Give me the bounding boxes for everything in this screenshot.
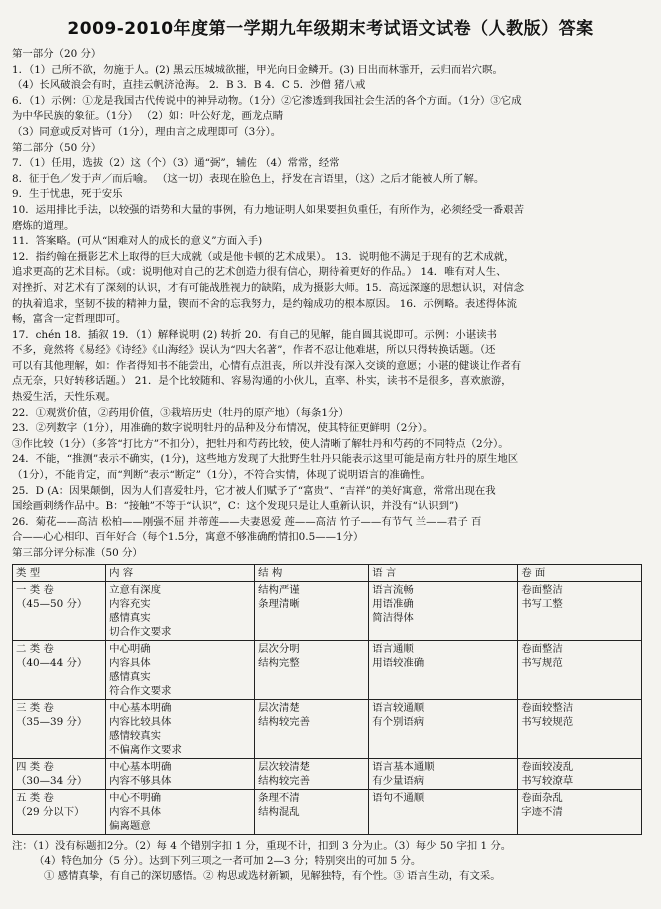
cell-content: 中心基本明确 内容不够具体	[106, 758, 255, 789]
cell-language: 语言基本通顺 有少量语病	[369, 758, 518, 789]
cell-type: 四 类 卷 （30—34 分）	[13, 758, 106, 789]
part2-line: 8．征于色／发于声／而后喻。 （这一切）表现在脸色上，抒发在言语里，（这）之后才能被人所了解。	[12, 172, 485, 185]
cell-structure: 结构严谨 条理清晰	[255, 581, 369, 640]
table-row	[13, 699, 642, 758]
part2-line: 热爱生活，天性乐观。	[12, 391, 116, 404]
part2-line: 11．答案略。(可从“困难对人的成长的意义”方面入手)	[12, 235, 263, 248]
part2-line: 对挫折、对艺术有了深刻的认识，才有可能战胜视力的缺陷，成为摄影大师。15．高远深邃的思想认识，对信念	[12, 281, 524, 294]
part2-line: 磨炼的道理。	[12, 219, 75, 232]
cell-type: 三 类 卷 （35—39 分）	[13, 699, 106, 758]
header-content: 内 容	[106, 564, 255, 581]
table-row	[13, 581, 642, 640]
note-line: ① 感情真挚，有自己的深切感悟。② 构思或选材新颖，见解独特，有个性。③ 语言生动，有文采。	[44, 869, 501, 882]
cell-language: 语言较通顺 有个别语病	[369, 699, 518, 758]
table-row	[13, 758, 642, 789]
cell-language: 语言流畅 用语准确 简洁得体	[369, 581, 518, 640]
grading-table-header-row	[13, 564, 642, 581]
cell-type: 五 类 卷 （29 分以下）	[13, 789, 106, 834]
table-row	[13, 640, 642, 699]
cell-structure: 条理不清 结构混乱	[255, 789, 369, 834]
note-line: （4）特色加分（5 分）。达到下列三项之一者可加 2—3 分；特别突出的可加 5 分。	[34, 854, 422, 867]
part2-line: 畅，富含一定哲理即可。	[12, 313, 127, 326]
cell-structure: 层次较清楚 结构较完善	[255, 758, 369, 789]
part2-line: 26．菊花——高洁 松柏——刚强不屈 并蒂莲——夫妻恩爱 莲——高洁 竹子——有节气 兰——君子 百	[12, 515, 482, 528]
cell-language: 语句不通顺	[369, 789, 518, 834]
header-structure: 结 构	[255, 564, 369, 581]
part1-line: 第一部分（20 分）	[12, 48, 102, 60]
part2-section	[12, 141, 649, 562]
part2-line: 17．chén 18．插叙 19．（1）解释说明 (2) 转折 20．有自己的见解，能自圆其说即可。示例：小谌读书	[12, 328, 497, 341]
header-type: 类 型	[13, 564, 106, 581]
cell-content: 中心明确 内容具体 感情真实 符合作文要求	[106, 640, 255, 699]
part2-line: 7．（1）任用，选拔（2）这（个）（3）通“弼”，辅佐 （4）常常，经常	[12, 157, 340, 170]
cell-surface: 卷面杂乱 字迹不清	[518, 789, 642, 834]
part2-line: 10．运用排比手法，以较强的语势和大量的事例，有力地证明人如果要担负重任，有所作为，必须经受一番艰苦	[12, 203, 524, 216]
cell-structure: 层次分明 结构完整	[255, 640, 369, 699]
note-line: 注：（1）没有标题扣2分。（2）每 4 个错别字扣 1 分，重现不计，扣到 3 分为止。（3）每少 50 字扣 1 分。	[12, 839, 512, 852]
cell-surface: 卷面较凌乱 书写较潦草	[518, 758, 642, 789]
cell-surface: 卷面较整洁 书写较规范	[518, 699, 642, 758]
part2-line: ③作比较（1分）（多答“打比方”不扣分），把牡丹和芍药比较，使人清晰了解牡丹和芍药的不同特点（2分）。	[12, 437, 509, 450]
cell-surface: 卷面整洁 书写工整	[518, 581, 642, 640]
part2-line: 点无奈，只好转移话题。） 21．是个比较随和、容易沟通的小伙儿，直率、朴实，读书不是很多，喜欢旅游，	[12, 375, 512, 388]
table-row	[13, 789, 642, 834]
part1-line: 为中华民族的象征。（1分） （2）如：叶公好龙，画龙点睛	[12, 110, 284, 123]
part2-line: 的执着追求，坚韧不拔的精神力量，锲而不舍的忘我努力，是约翰成功的根本原因。 16．示例略。表述得体流	[12, 297, 517, 310]
grading-table	[12, 564, 642, 835]
header-surface: 卷 面	[518, 564, 642, 581]
part1-line: （4）长风破浪会有时，直挂云帆济沧海。 2．B 3．B 4．C 5．沙僧 猪八戒	[12, 79, 366, 92]
part2-line: 可以有其他理解，如：作者得知书不能尝出，心情有点沮丧，所以并没有深入交谈的意愿；小谌的健谈让作者有	[12, 359, 522, 372]
cell-structure: 层次清楚 结构较完善	[255, 699, 369, 758]
part2-line: 第二部分（50 分）	[12, 141, 102, 154]
part2-line: 国绘画刺绣作品中。B：“接触”不等于“认识”，C：这个发现只是让人重新认识，并没有“认识到”)	[12, 500, 459, 513]
notes-section	[12, 839, 649, 884]
part1-line: 1．（1）己所不欲，勿施于人。(2) 黑云压城城欲摧，甲光向日金鳞开。(3) 日出而林霏开，云归而岩穴暝。	[12, 63, 503, 76]
part2-line: （1分），不能肯定，而“判断”表示“断定”（1分），不符合实情，体现了说明语言的准确性。	[12, 469, 431, 482]
cell-content: 立意有深度 内容充实 感情真实 切合作文要求	[106, 581, 255, 640]
part2-line: 第三部分评分标准（50 分）	[12, 547, 143, 559]
cell-content: 中心基本明确 内容比较具体 感情较真实 不偏离作文要求	[106, 699, 255, 758]
part1-section	[12, 47, 649, 141]
part2-line: 24．不能，“推测”表示不确实，(1分)，这些地方发现了大批野生牡丹只能表示这里可能是南方牡丹的原生地区	[12, 453, 519, 466]
part2-line: 25．D (A：因果颠倒，因为人们喜爱牡丹，它才被人们赋予了“富贵”、“吉祥”的美好寓意，常常出现在我	[12, 484, 496, 497]
part2-line: 22．①观赏价值，②药用价值，③栽培历史（牡丹的原产地）（每条1分）	[12, 406, 349, 419]
part2-line: 9．生于忧患，死于安乐	[12, 188, 123, 201]
part2-line: 合——心心相印、百年好合（每个1.5分，寓意不够准确酌情扣0.5——1分）	[12, 531, 364, 544]
part1-line: （3）同意或反对皆可（1分），理由言之成理即可（3分）。	[12, 125, 282, 138]
part2-line: 12．指约翰在摄影艺术上取得的巨大成就（或是他卡顿的艺术成果）。 13．说明他不满足于现有的艺术成就，	[12, 250, 515, 263]
part2-line: 追求更高的艺术目标。（或：说明他对自己的艺术创造力很有信心，期待着更好的作品。） 14．唯有对人生、	[12, 266, 507, 279]
part2-line: 23．②列数字（1分），用准确的数字说明牡丹的品种及分布情况，使其特征更鲜明（2分）。	[12, 422, 434, 435]
part2-line: 不多，竟然将《易经》《诗经》《山海经》误认为“四大名著”，作者不忍让他难堪，所以只得转换话题。（还	[12, 344, 496, 357]
cell-type: 二 类 卷 （40—44 分）	[13, 640, 106, 699]
cell-content: 中心不明确 内容不具体 偏离题意	[106, 789, 255, 834]
header-language: 语 言	[369, 564, 518, 581]
page-title: 2009-2010年度第一学期九年级期末考试语文试卷（人教版）答案	[67, 19, 594, 39]
cell-language: 语言通顺 用语较准确	[369, 640, 518, 699]
cell-type: 一 类 卷 （45—50 分）	[13, 581, 106, 640]
cell-surface: 卷面整洁 书写规范	[518, 640, 642, 699]
part1-line: 6．（1）示例：①龙是我国古代传说中的神异动物。（1分）②它渗透到我国社会生活的各个方面。（1分）③它成	[12, 94, 522, 107]
